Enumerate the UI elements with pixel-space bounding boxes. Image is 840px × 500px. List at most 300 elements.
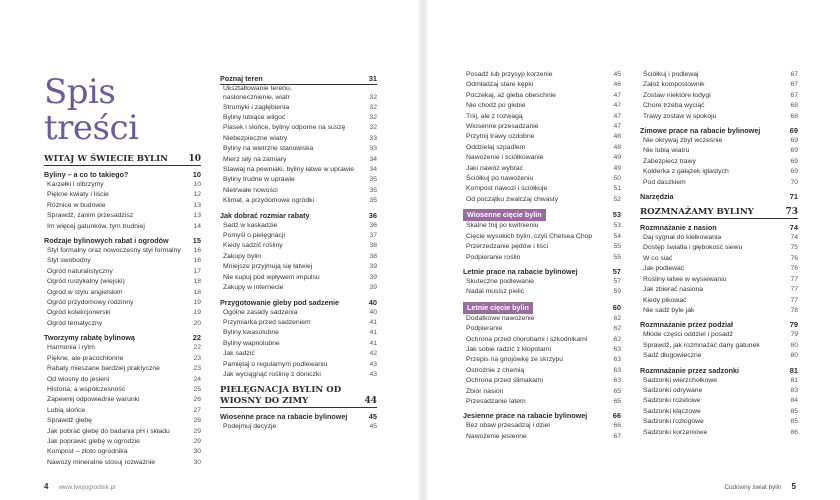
- toc-entry-title: Byliny na wietrzne stanowiska: [223, 145, 314, 153]
- toc-section[interactable]: [44, 235, 201, 246]
- toc-entry[interactable]: [220, 422, 377, 432]
- toc-entry[interactable]: [640, 341, 798, 351]
- toc-entry-title: Przygotowanie gleby pod sadzenie: [220, 297, 340, 307]
- toc-entry[interactable]: [220, 308, 377, 318]
- toc-section[interactable]: [220, 297, 377, 308]
- toc-chapter[interactable]: [220, 385, 377, 408]
- toc-entry[interactable]: [44, 211, 201, 221]
- toc-entry[interactable]: [640, 101, 798, 111]
- toc-page-number: 42: [369, 350, 377, 358]
- toc-entry[interactable]: [220, 231, 377, 241]
- toc-entry-title: Ogród przydomowy rodzinny: [47, 299, 134, 307]
- toc-entry[interactable]: [640, 417, 798, 427]
- toc-entry-title: Nie chodź po glebie: [466, 102, 526, 110]
- toc-entry-title: Zimowe prace na rabacie bylinowej: [640, 126, 761, 136]
- toc-entry[interactable]: [220, 370, 377, 380]
- toc-entry-title: Jak poprawić glebę w ogrodzie: [47, 437, 140, 445]
- toc-entry[interactable]: [463, 184, 621, 194]
- toc-entry[interactable]: [463, 70, 621, 80]
- toc-entry[interactable]: [44, 395, 201, 405]
- toc-page-number: 15: [192, 236, 201, 246]
- toc-entry-title: Pod daszkiem: [643, 178, 686, 186]
- toc-entry[interactable]: [640, 296, 798, 306]
- toc-page-number: 29: [193, 427, 201, 435]
- toc-entry[interactable]: [44, 416, 201, 426]
- toc-section[interactable]: [640, 319, 798, 330]
- toc-entry[interactable]: [44, 385, 201, 395]
- toc-entry-title: Niebezpieczne wiatry: [223, 134, 288, 142]
- toc-entry[interactable]: [463, 376, 621, 386]
- toc-entry[interactable]: [44, 458, 201, 468]
- toc-section[interactable]: [220, 411, 377, 422]
- toc-entry[interactable]: [44, 308, 201, 318]
- toc-entry[interactable]: [220, 273, 377, 283]
- toc-entry[interactable]: [463, 153, 621, 163]
- toc-entry[interactable]: [44, 298, 201, 308]
- toc-entry[interactable]: [463, 287, 621, 297]
- toc-entry[interactable]: [463, 387, 621, 397]
- toc-entry[interactable]: [463, 195, 621, 205]
- toc-entry[interactable]: [640, 157, 798, 167]
- toc-page-number: 25: [193, 385, 201, 393]
- toc-section[interactable]: [463, 209, 621, 221]
- toc-entry[interactable]: [44, 256, 201, 266]
- toc-entry[interactable]: [640, 396, 798, 406]
- toc-entry[interactable]: [640, 254, 798, 264]
- toc-page-number: 38: [369, 242, 377, 250]
- toc-entry[interactable]: [220, 123, 377, 133]
- toc-page-number: 16: [193, 257, 201, 265]
- toc-entry-title: Nawożenie jesienne: [466, 432, 527, 440]
- toc-page-number: 60: [612, 302, 621, 312]
- toc-page-number: 62: [613, 325, 621, 333]
- toc-entry-title: Sadzonki korzeniowe: [643, 428, 708, 436]
- toc-entry[interactable]: [463, 91, 621, 101]
- toc-entry[interactable]: [463, 366, 621, 376]
- toc-page-number: 32: [369, 114, 377, 121]
- toc-page-number: 79: [789, 320, 798, 330]
- toc-entry-title: Jak sadzić: [223, 350, 255, 358]
- toc-page-number: 69: [790, 168, 798, 176]
- toc-page-number: 85: [790, 407, 798, 415]
- toc-entry-title: Historia, a współczesność: [47, 385, 126, 393]
- toc-entry[interactable]: [44, 246, 201, 256]
- toc-page-number: 14: [193, 222, 201, 230]
- toc-entry-title: Ogród naturalistyczny: [47, 267, 113, 275]
- toc-entry[interactable]: [640, 330, 798, 340]
- toc-section[interactable]: [463, 266, 621, 277]
- toc-entry[interactable]: [44, 406, 201, 416]
- toc-entry[interactable]: [220, 134, 377, 144]
- toc-entry-title: Przytnij trawy ozdobne: [466, 133, 535, 141]
- toc-entry-title: Klimat, a przydomowe ogródki: [223, 197, 315, 205]
- toc-section[interactable]: [640, 365, 798, 376]
- toc-page-number: 34: [369, 155, 377, 163]
- toc-entry-title: Poznaj teren: [220, 74, 263, 83]
- toc-entry-title: Rodzaje bylinowych rabat i ogrodów: [44, 236, 169, 246]
- toc-entry-title: Zostaw niektóre łodygi: [643, 91, 711, 99]
- toc-entry-title: Strumyki i zagłębienia: [223, 103, 290, 111]
- toc-entry[interactable]: [640, 136, 798, 146]
- toc-entry[interactable]: [463, 164, 621, 174]
- toc-page-number: 62: [613, 335, 621, 343]
- toc-page-number: 49: [613, 154, 621, 162]
- toc-page-number: 67: [790, 91, 798, 99]
- toc-page-number: 67: [613, 432, 621, 440]
- toc-entry-title: Założ kompostownik: [643, 81, 705, 89]
- toc-entry[interactable]: [463, 101, 621, 111]
- toc-entry-title: Od wiosny do jesieni: [47, 375, 110, 383]
- toc-entry[interactable]: [463, 397, 621, 407]
- toc-entry-title: Ogród rustykalny (wiejski): [47, 278, 125, 286]
- toc-entry-title: Zapewnij odpowiednie warunki: [47, 396, 140, 404]
- toc-entry[interactable]: [220, 328, 377, 338]
- toc-entry-title: Styl swobodny: [47, 257, 91, 265]
- toc-entry[interactable]: [220, 103, 377, 113]
- toc-entry-title: Nie okrywaj zbyt wcześnie: [643, 137, 723, 145]
- toc-page-number: 43: [369, 370, 377, 378]
- toc-entry[interactable]: [220, 155, 377, 165]
- toc-entry[interactable]: [463, 345, 621, 355]
- toc-entry[interactable]: [220, 196, 377, 206]
- toc-entry-title: Nawożenie i ściółkowanie: [466, 154, 544, 162]
- toc-page-number: 69: [790, 147, 798, 155]
- toc-entry-title: Odmładzaj stare kępki: [466, 81, 534, 89]
- toc-entry[interactable]: [220, 94, 377, 103]
- toc-entry[interactable]: [44, 190, 201, 200]
- toc-section[interactable]: [44, 169, 201, 180]
- footer-book-title: Cudowny świat bylin: [724, 484, 782, 491]
- toc-page-number: 77: [790, 275, 798, 283]
- toc-page-number: 44: [364, 396, 377, 407]
- toc-entry-title: Pamiętaj o regularnym podlewaniu: [223, 360, 328, 368]
- toc-section[interactable]: [220, 73, 377, 85]
- toc-page-number: 74: [790, 234, 798, 242]
- toc-page-number: 41: [369, 318, 377, 326]
- toc-column-1: [44, 74, 201, 468]
- toc-section[interactable]: [640, 191, 798, 202]
- toc-entry[interactable]: [44, 180, 201, 190]
- toc-page-number: 68: [790, 112, 798, 120]
- toc-entry-title: Kiedy sadzić rośliny: [223, 242, 283, 250]
- toc-page-number: 24: [193, 375, 201, 383]
- toc-entry[interactable]: [640, 233, 798, 243]
- toc-page-number: 35: [369, 176, 377, 184]
- toc-page-number: 32: [369, 103, 377, 111]
- toc-entry[interactable]: [463, 277, 621, 287]
- toc-entry[interactable]: [220, 349, 377, 359]
- toc-entry-title: Oddzielaj szpadlem: [466, 143, 526, 151]
- toc-entry-title: Skuteczne podlewanie: [466, 277, 535, 285]
- toc-page-number: 59: [613, 288, 621, 296]
- toc-page-number: 83: [790, 386, 798, 394]
- toc-entry[interactable]: [463, 335, 621, 345]
- toc-entry[interactable]: [44, 364, 201, 374]
- toc-section[interactable]: [463, 302, 621, 314]
- toc-entry[interactable]: [463, 174, 621, 184]
- toc-page-number: 63: [613, 356, 621, 364]
- toc-entry-title: Nie sadź byle jak: [643, 306, 695, 314]
- toc-entry-title: Wiosenne cięcie bylin: [463, 209, 546, 221]
- toc-entry[interactable]: [44, 354, 201, 364]
- toc-entry[interactable]: [640, 80, 798, 90]
- toc-page-number: 47: [613, 112, 621, 120]
- toc-entry-title: Rozmnażanie przez sadzonki: [640, 365, 740, 375]
- toc-entry-title: Bez obaw przesadzaj i dziel: [466, 422, 550, 430]
- toc-entry[interactable]: [640, 70, 798, 80]
- toc-entry[interactable]: [220, 283, 377, 293]
- toc-entry[interactable]: [463, 80, 621, 90]
- toc-page-number: 31: [368, 74, 377, 83]
- toc-page-number: 33: [369, 145, 377, 153]
- toc-page-number: 55: [613, 243, 621, 251]
- toc-entry-title: Byliny wapnolubne: [223, 339, 280, 347]
- toc-page-number: 57: [613, 277, 621, 285]
- toc-entry-title: Jaki nawóz wybrać: [466, 164, 524, 172]
- toc-entry[interactable]: [463, 143, 621, 153]
- toc-entry[interactable]: [44, 427, 201, 437]
- toc-entry-title: Mierz siły na zamiary: [223, 155, 287, 163]
- toc-page-number: 32: [369, 124, 377, 132]
- toc-entry-title: Poczekaj, aż gleba obeschnie: [466, 91, 556, 99]
- toc-entry-title: Sadź w kaskadzie: [223, 221, 278, 229]
- toc-entry[interactable]: [220, 360, 377, 370]
- toc-page-number: 17: [193, 267, 201, 275]
- toc-entry-title: Kołderka z gałązek iglastych: [643, 168, 729, 176]
- toc-page-number: 57: [612, 266, 621, 276]
- toc-entry-title: Byliny trudne w uprawie: [223, 176, 295, 184]
- toc-entry[interactable]: [463, 221, 621, 231]
- toc-section[interactable]: [220, 210, 377, 221]
- toc-page-number: 69: [790, 137, 798, 145]
- toc-entry-title: Dodatkowe nawożenie: [466, 314, 535, 322]
- toc-entry-title: Sprawdź, zanim przesadzisz: [47, 212, 134, 220]
- toc-entry-title: nasłonecznienie, wiatr: [223, 93, 290, 101]
- toc-entry[interactable]: [640, 112, 798, 122]
- toc-entry[interactable]: [640, 351, 798, 361]
- toc-page-number: 63: [613, 366, 621, 374]
- toc-entry-title: Kompost nawozi i ściółkuje: [466, 185, 548, 193]
- toc-entry[interactable]: [463, 242, 621, 252]
- toc-entry-title: Narzędzia: [640, 192, 674, 202]
- toc-entry[interactable]: [640, 264, 798, 274]
- toc-entry[interactable]: [640, 376, 798, 386]
- toc-entry-title: Kompost – złoto ogrodnika: [47, 448, 128, 456]
- toc-entry-title: PIELĘGNACJA BYLIN OD WIOSNY DO ZIMY: [220, 385, 342, 407]
- toc-entry-title: Letnie prace na rabacie bylinowej: [463, 266, 578, 276]
- toc-entry[interactable]: [463, 432, 621, 442]
- toc-entry-title: Ogród w stylu angielskim: [47, 288, 123, 296]
- toc-page-number: 65: [613, 397, 621, 405]
- toc-page-number: 69: [790, 157, 798, 165]
- toc-entry-title: Ściółkuj i podlewaj: [643, 71, 699, 78]
- toc-page-number: 81: [789, 365, 798, 375]
- toc-page-number: 10: [192, 170, 201, 179]
- toc-page-number: 27: [193, 406, 201, 414]
- toc-entry[interactable]: [640, 167, 798, 177]
- toc-entry-title: Przymiarka przed sadzeniem: [223, 318, 311, 326]
- toc-entry[interactable]: [220, 262, 377, 272]
- toc-page-number: 41: [369, 339, 377, 347]
- toc-page-number: 36: [369, 221, 377, 229]
- toc-entry[interactable]: [220, 175, 377, 185]
- toc-entry-title: Stawiaj na pewniaki, byliny łatwe w uprawie: [223, 166, 355, 174]
- toc-entry[interactable]: [220, 339, 377, 349]
- toc-page-number: 86: [790, 428, 798, 436]
- toc-entry[interactable]: [44, 222, 201, 232]
- toc-section[interactable]: [640, 222, 798, 233]
- toc-entry-title: Nie lubią wiatru: [643, 147, 690, 155]
- toc-entry[interactable]: [463, 122, 621, 132]
- toc-entry-title: ROZMNAŻAMY BYLINY: [640, 207, 754, 218]
- toc-entry-title: Sprawdź glebę: [47, 417, 92, 425]
- toc-page-number: 32: [369, 93, 377, 101]
- toc-entry-title: Od początku zwalczaj chwasty: [466, 195, 559, 203]
- toc-page-number: 76: [790, 265, 798, 273]
- toc-entry-title: Sadzonki rozetowe: [643, 397, 701, 405]
- toc-page-number: 77: [790, 286, 798, 294]
- toc-page-number: 68: [790, 102, 798, 110]
- toc-page-number: 79: [790, 331, 798, 339]
- toc-entry-title: Daj sygnał do kiełkowania: [643, 234, 722, 242]
- toc-entry[interactable]: [44, 319, 201, 329]
- toc-page-number: 45: [613, 71, 621, 78]
- toc-section[interactable]: [640, 125, 798, 136]
- toc-entry-title: Młode części oddziel i posadź: [643, 331, 733, 339]
- toc-entry-title: Jak sobie radzić z kłopotami: [466, 345, 551, 353]
- toc-entry[interactable]: [640, 285, 798, 295]
- toc-entry[interactable]: [220, 144, 377, 154]
- toc-page-number: 33: [369, 134, 377, 142]
- toc-page-number: 46: [613, 81, 621, 89]
- toc-entry-title: Podpieranie roślin: [466, 253, 521, 261]
- toc-entry[interactable]: [463, 232, 621, 242]
- toc-page-number: 69: [789, 126, 798, 136]
- toc-section[interactable]: [463, 410, 621, 421]
- toc-entry-title: Przerzedzanie pędów i liści: [466, 243, 548, 251]
- toc-entry-title: Byliny lubiące wilgoć: [223, 114, 286, 121]
- toc-entry[interactable]: [640, 407, 798, 417]
- toc-page-number: 53: [612, 210, 621, 220]
- toc-entry[interactable]: [463, 355, 621, 365]
- toc-page-number: 22: [192, 333, 201, 343]
- toc-page-number: 18: [193, 288, 201, 296]
- toc-entry-title: Sadzonki wierzchołkowe: [643, 376, 718, 384]
- toc-entry-title: Im więcej gatunków, tym trudniej: [47, 222, 145, 230]
- toc-entry-title: Ukształtowanie terenu,: [223, 85, 292, 92]
- toc-entry-title: Dostęp światła i głębokość siewu: [643, 244, 743, 252]
- toc-page-number: 47: [613, 123, 621, 131]
- toc-entry-title: Nawozy mineralne stosuj rozważnie: [47, 458, 156, 466]
- toc-entry[interactable]: [220, 252, 377, 262]
- toc-entry[interactable]: [44, 288, 201, 298]
- toc-entry[interactable]: [220, 113, 377, 123]
- toc-entry-title: Cięcie wysokich bylin, czyli Chelsea Chop: [466, 232, 593, 240]
- toc-entry[interactable]: [220, 221, 377, 231]
- toc-entry[interactable]: [220, 241, 377, 251]
- toc-page-number: 36: [368, 210, 377, 220]
- toc-page-number: 55: [613, 253, 621, 261]
- toc-entry-title: Podejmuj decyzje: [223, 423, 277, 431]
- toc-entry[interactable]: [463, 132, 621, 142]
- toc-section[interactable]: [44, 332, 201, 343]
- toc-page-number: 30: [193, 448, 201, 456]
- toc-entry-title: Lubią słońce: [47, 406, 86, 414]
- toc-entry[interactable]: [220, 165, 377, 175]
- toc-entry[interactable]: [463, 112, 621, 122]
- toc-entry-title: Pomyśl o pielęgnacji: [223, 232, 285, 240]
- toc-page-number: 43: [369, 360, 377, 368]
- toc-entry-title: Wiosenne prace na rabacie bylinowej: [220, 412, 348, 422]
- toc-entry[interactable]: [220, 85, 377, 94]
- toc-entry-title: Sprawdź, jak rozmnażać dany gatunek: [643, 341, 760, 349]
- toc-entry[interactable]: [463, 314, 621, 324]
- toc-page-number: 18: [193, 278, 201, 286]
- page-number-left: 4: [44, 482, 49, 491]
- toc-page-number: 66: [613, 422, 621, 430]
- toc-entry-title: Letnie cięcie bylin: [463, 302, 533, 314]
- toc-entry[interactable]: [640, 146, 798, 156]
- toc-page-number: 84: [790, 397, 798, 405]
- toc-entry[interactable]: [44, 375, 201, 385]
- page-number-right: 5: [791, 482, 796, 491]
- toc-entry-title: Nadal musisz pielić: [466, 288, 525, 296]
- toc-entry-title: Rośliny łatwe w wysiewaniu: [643, 275, 727, 283]
- toc-entry[interactable]: [220, 186, 377, 196]
- toc-entry[interactable]: [44, 201, 201, 211]
- toc-entry[interactable]: [640, 91, 798, 101]
- toc-page-number: 13: [193, 201, 201, 209]
- toc-page-number: 23: [193, 365, 201, 373]
- toc-entry[interactable]: [640, 178, 798, 188]
- toc-entry[interactable]: [640, 306, 798, 316]
- toc-page-number: 10: [188, 154, 201, 164]
- toc-entry-title: Rozmnażanie przez podział: [640, 320, 734, 330]
- toc-page-number: 65: [613, 387, 621, 395]
- footer-url: www.twojogrodnik.pl: [58, 484, 116, 491]
- toc-entry-title: Jak dobrać rozmiar rabaty: [220, 210, 310, 220]
- toc-entry[interactable]: [463, 324, 621, 334]
- toc-page-number: 34: [369, 166, 377, 174]
- toc-entry[interactable]: [44, 277, 201, 287]
- toc-entry[interactable]: [640, 243, 798, 253]
- toc-chapter[interactable]: [44, 154, 201, 166]
- toc-entry[interactable]: [463, 421, 621, 431]
- toc-page-number: 63: [613, 345, 621, 353]
- toc-entry-title: Styl formalny oraz nowoczesny styl formalny: [47, 247, 181, 255]
- toc-chapter[interactable]: [640, 207, 798, 219]
- toc-entry[interactable]: [640, 386, 798, 396]
- toc-entry[interactable]: [44, 437, 201, 447]
- toc-entry-title: Tworzymy rabatę bylinową: [44, 333, 135, 343]
- toc-entry[interactable]: [463, 253, 621, 263]
- toc-page-number: 48: [613, 133, 621, 141]
- toc-page-number: 51: [613, 185, 621, 193]
- toc-entry[interactable]: [44, 343, 201, 353]
- toc-page-number: 40: [369, 308, 377, 316]
- toc-entry[interactable]: [44, 267, 201, 277]
- toc-entry[interactable]: [640, 275, 798, 285]
- toc-entry[interactable]: [640, 428, 798, 438]
- toc-entry-title: Ostrożnie z chemią: [466, 366, 525, 374]
- toc-page-number: 78: [790, 306, 798, 314]
- toc-entry-title: Podpieranie: [466, 325, 503, 333]
- toc-entry[interactable]: [220, 318, 377, 328]
- toc-entry-title: Ściółkuj po nawożeniu: [466, 175, 534, 183]
- footer-right: [724, 482, 796, 491]
- toc-entry-title: Trawy zostaw w spokoju: [643, 112, 717, 120]
- toc-entry[interactable]: [44, 447, 201, 457]
